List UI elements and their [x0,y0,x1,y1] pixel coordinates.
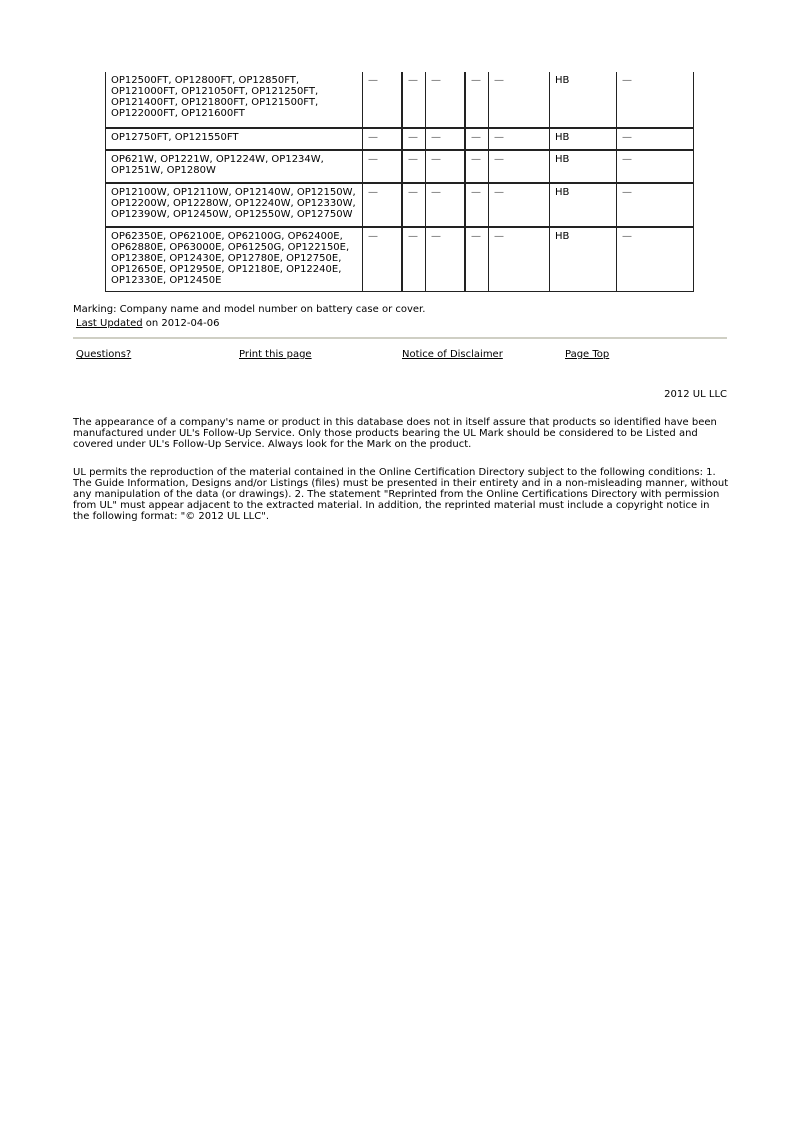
last-updated-link[interactable]: Last Updated [76,318,143,329]
divider [73,337,727,339]
model-list: OP621W, OP1221W, OP1224W, OP1234W, OP1251W, OP1280W [105,150,363,183]
table-cell: — [363,128,403,150]
disclaimer-paragraph: The appearance of a company's name or product in this database does not in itself assure that products so identified have been manufactured under UL's Follow-Up Service. Only those products bearing the UL Mark should be considered to be Listed and covered under UL's Follow-Up Service. Always look for the Mark on the product. [73,417,717,450]
listing-table [105,72,694,292]
table-cell: — [466,183,489,227]
model-list: OP12500FT, OP12800FT, OP12850FT, OP121000FT, OP121050FT, OP121250FT, OP121400FT, OP121800FT, OP121500FT, OP122000FT, OP121600FT [105,72,363,128]
rating-cell: HB [550,128,617,150]
table-cell: — [617,128,694,150]
copyright: 2012 UL LLC [664,389,727,400]
table-cell: — [466,227,489,292]
table-cell: — [426,72,466,128]
table-cell: — [489,183,550,227]
table-cell: — [466,150,489,183]
rating-cell: HB [550,72,617,128]
table-cell: — [363,72,403,128]
questions-link[interactable]: Questions? [76,349,132,360]
table-row [105,72,694,128]
print-page-link[interactable]: Print this page [239,349,312,360]
last-updated-date: on 2012-04-06 [142,318,220,329]
model-list: OP12100W, OP12110W, OP12140W, OP12150W, OP12200W, OP12280W, OP12240W, OP12330W, OP12390W, OP12450W, OP12550W, OP12750W [105,183,363,227]
table-cell: — [489,128,550,150]
table-cell: — [426,227,466,292]
table-cell: — [403,227,426,292]
table-cell: — [363,150,403,183]
table-row [105,150,694,183]
table-cell: — [617,72,694,128]
table-cell: — [617,227,694,292]
table-cell: — [489,72,550,128]
table-cell: — [489,227,550,292]
table-row [105,227,694,292]
table-cell: — [466,72,489,128]
table-cell: — [363,183,403,227]
disclaimer-link[interactable]: Notice of Disclaimer [402,349,503,360]
last-updated-line [76,318,220,329]
table-cell: — [403,183,426,227]
page-top-link[interactable]: Page Top [565,349,610,360]
table-cell: — [403,72,426,128]
table-cell: — [426,150,466,183]
table-cell: — [466,128,489,150]
table-cell: — [426,128,466,150]
table-cell: — [403,150,426,183]
footer-nav [76,349,726,363]
table-row [105,183,694,227]
rating-cell: HB [550,227,617,292]
table-cell: — [617,183,694,227]
table-cell: — [403,128,426,150]
rating-cell: HB [550,150,617,183]
table-cell: — [489,150,550,183]
table-cell: — [363,227,403,292]
model-list: OP12750FT, OP121550FT [105,128,363,150]
table-cell: — [426,183,466,227]
reproduction-paragraph: UL permits the reproduction of the material contained in the Online Certification Directory subject to the following conditions: 1. The Guide Information, Designs and/or Listings (files) must be presented in their entirety and in a non-misleading manner, without any manipulation of the data (or drawings). 2. The statement "Reprinted from the Online Certifications Directory with permission from UL" must appear adjacent to the extracted material. In addition, the reprinted material must include a copyright notice in the following format: "© 2012 UL LLC". [73,467,729,522]
model-list: OP62350E, OP62100E, OP62100G, OP62400E, OP62880E, OP63000E, OP61250G, OP122150E, OP12380E, OP12430E, OP12780E, OP12750E, OP12650E, OP12950E, OP12180E, OP12240E, OP12330E, OP12450E [105,227,363,292]
table-cell: — [617,150,694,183]
marking-note: Marking: Company name and model number on battery case or cover. [73,304,426,315]
table-row [105,128,694,150]
rating-cell: HB [550,183,617,227]
